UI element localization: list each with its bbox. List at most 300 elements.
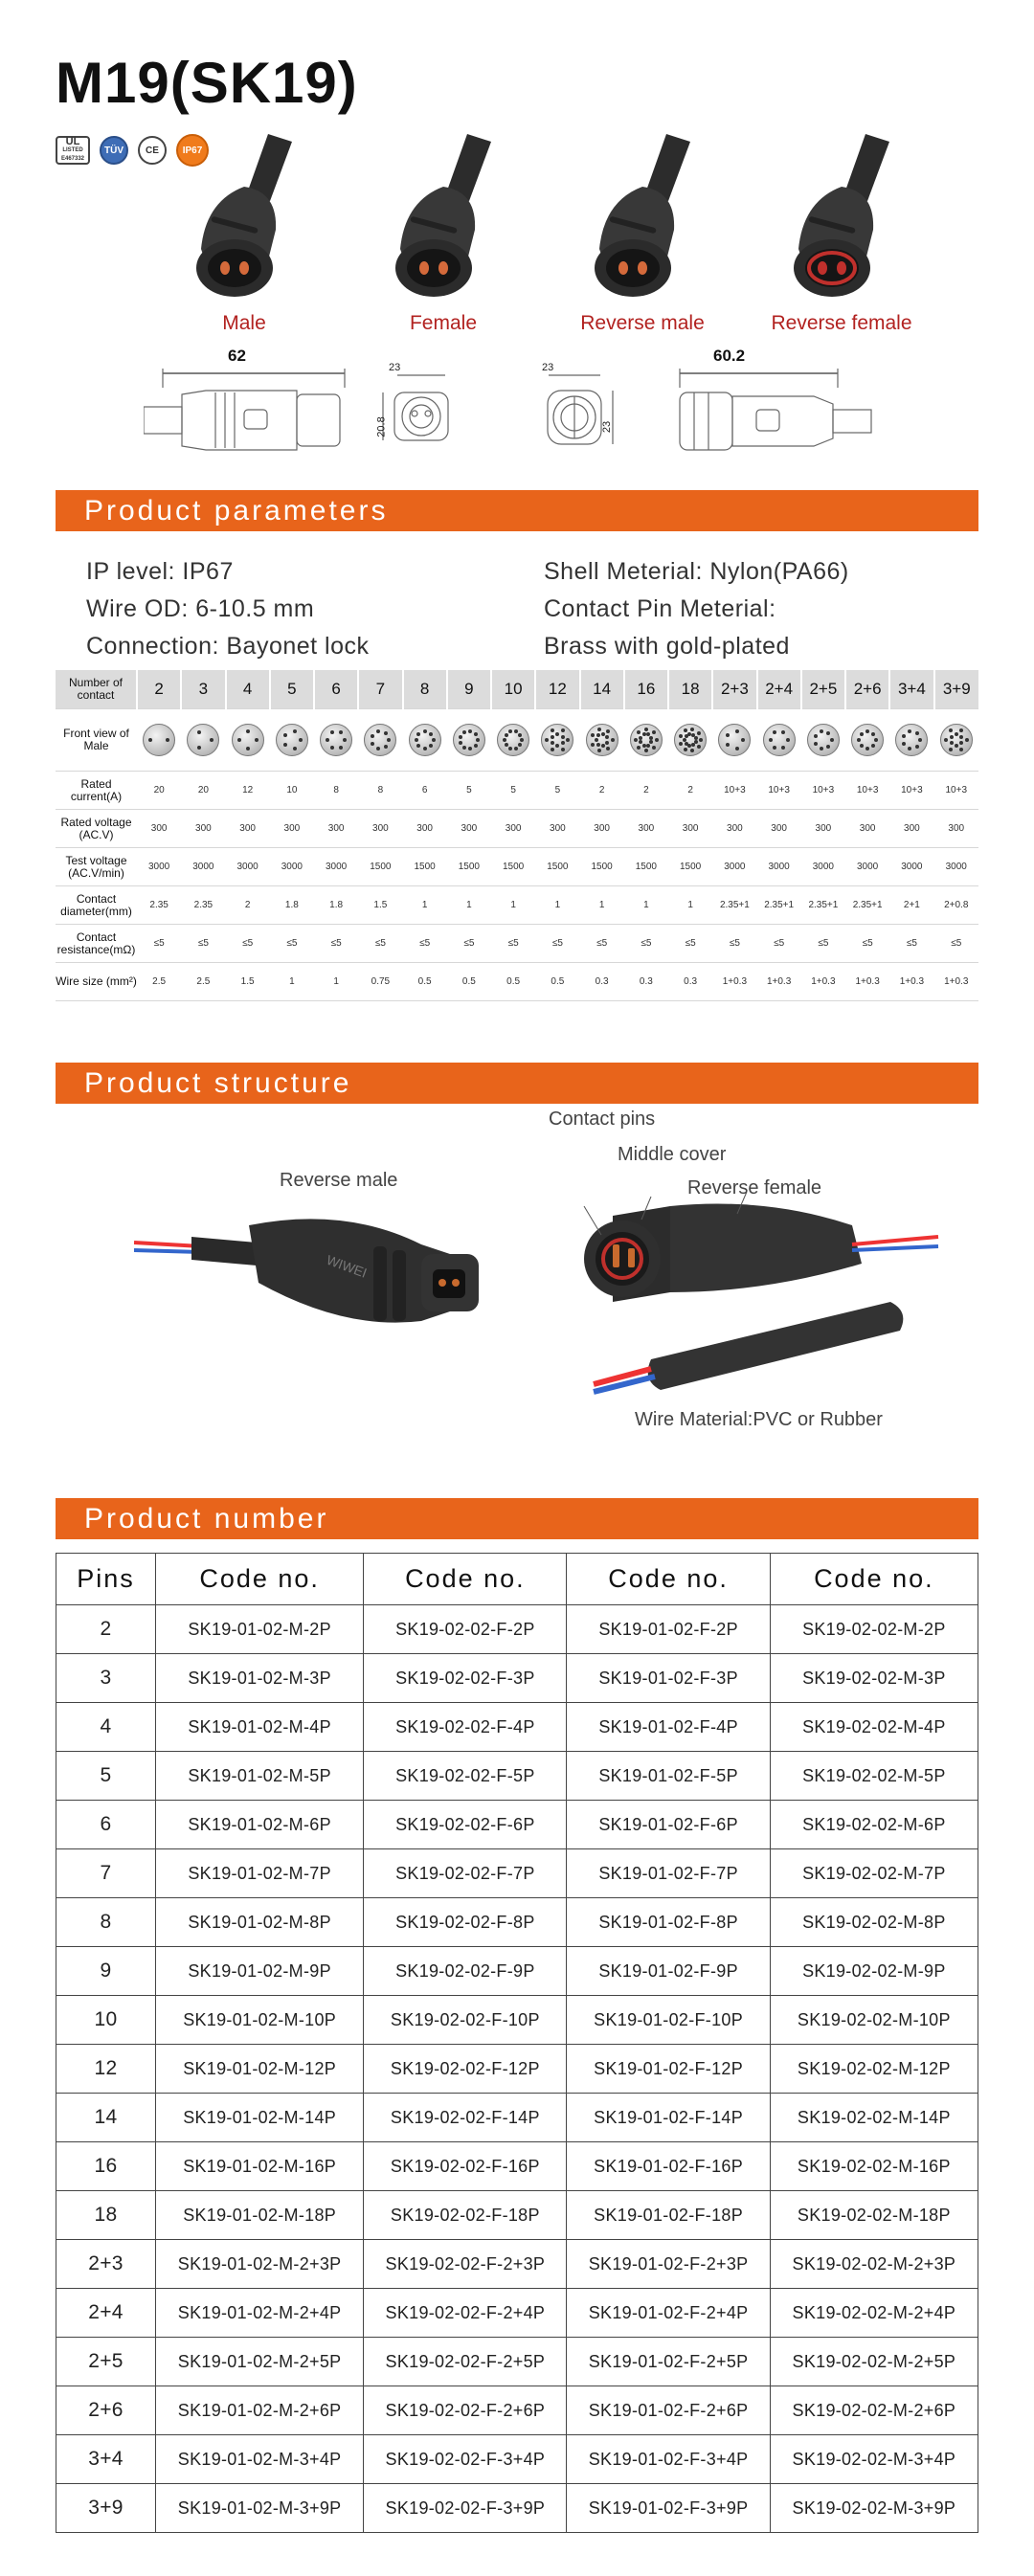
code-number-cell: SK19-01-02-M-18P [156,2191,364,2240]
code-number-cell: SK19-02-02-F-8P [364,1898,567,1947]
section-header-structure: Product structure [56,1063,978,1104]
spec-value-cell: 2.5 [181,963,225,1001]
pin-count-cell: 10 [56,1996,156,2045]
spec-value-cell: 2.35+1 [712,886,756,925]
pin-layout-icon [409,724,441,756]
dimension-drawing [144,354,967,459]
code-number-cell: SK19-01-02-M-16P [156,2142,364,2191]
pin-layout-icon [232,724,264,756]
spec-value-cell: 20 [181,772,225,810]
spec-value-cell: 10+3 [889,772,933,810]
code-number-cell: SK19-02-02-F-14P [364,2094,567,2142]
pin-layout-icon [364,724,396,756]
row-header: Contact resistance(mΩ) [56,925,137,963]
row-header: Wire size (mm²) [56,963,137,1001]
table-row [56,1996,978,2045]
spec-value-cell: 1 [270,963,314,1001]
pin-count-cell: 14 [56,2094,156,2142]
parameter-connection: Connection: Bayonet lock [86,633,370,660]
pin-layout-icon [807,724,840,756]
code-number-cell: SK19-02-02-F-6P [364,1801,567,1849]
parameters-left [86,553,370,665]
pin-count-cell: 3+4 [56,2435,156,2484]
parameter-wire-od: Wire OD: 6-10.5 mm [86,595,315,622]
spec-value-cell: ≤5 [889,925,933,963]
pin-count-cell: 6 [56,1801,156,1849]
code-number-cell: SK19-01-02-M-2+6P [156,2386,364,2435]
spec-value-cell: 0.3 [624,963,668,1001]
pin-count-cell: 3+9 [56,2484,156,2533]
contact-count-header: 9 [447,670,491,709]
spec-value-cell: 1 [535,886,579,925]
pin-layout-icon [940,724,973,756]
spec-value-cell: ≤5 [447,925,491,963]
spec-value-cell: 1500 [491,848,535,886]
section-header-number: Product number [56,1498,978,1539]
code-number-cell: SK19-01-02-F-2P [567,1605,770,1654]
spec-value-cell: 2.35 [137,886,181,925]
spec-value-cell: ≤5 [491,925,535,963]
table-row [56,1898,978,1947]
code-number-cell: SK19-01-02-M-3+9P [156,2484,364,2533]
pin-count-cell: 8 [56,1898,156,1947]
spec-value-cell: 300 [403,810,447,848]
spec-value-cell: 1 [403,886,447,925]
code-number-table [56,1553,978,2533]
code-number-cell: SK19-01-02-M-5P [156,1752,364,1801]
variant-1 [352,134,534,335]
table-row [56,2094,978,2142]
code-number-cell: SK19-02-02-F-12P [364,2045,567,2094]
pin-count-cell: 4 [56,1703,156,1752]
spec-value-cell: 3000 [314,848,358,886]
spec-value-cell: 1500 [447,848,491,886]
code-number-cell: SK19-02-02-M-4P [770,1703,978,1752]
pin-layout-icon [320,724,352,756]
spec-value-cell: 1.5 [226,963,270,1001]
code-number-cell: SK19-02-02-F-2+5P [364,2338,567,2386]
code-number-cell: SK19-02-02-M-18P [770,2191,978,2240]
table-row [56,1703,978,1752]
spec-value-cell: 0.5 [491,963,535,1001]
contact-count-header: 2+5 [801,670,845,709]
code-number-cell: SK19-02-02-M-9P [770,1947,978,1996]
pin-layout-icon [586,724,618,756]
contact-count-header: 2+3 [712,670,756,709]
reverse-male-illustration [134,1187,536,1340]
spec-value-cell: 300 [226,810,270,848]
code-number-cell: SK19-01-02-F-2+5P [567,2338,770,2386]
code-table-header: Code no. [770,1554,978,1605]
code-number-cell: SK19-01-02-M-7P [156,1849,364,1898]
contact-count-header: 4 [226,670,270,709]
code-number-cell: SK19-01-02-F-8P [567,1898,770,1947]
spec-value-cell: 3000 [712,848,756,886]
code-number-cell: SK19-01-02-M-2+3P [156,2240,364,2289]
spec-value-cell: 6 [403,772,447,810]
spec-value-cell: 300 [314,810,358,848]
pin-count-cell: 9 [56,1947,156,1996]
spec-value-cell: 0.5 [403,963,447,1001]
female-length-dimension: 60.2 [713,347,746,365]
spec-value-cell: 300 [491,810,535,848]
code-number-cell: SK19-02-02-M-16P [770,2142,978,2191]
contact-count-header: 12 [535,670,579,709]
pin-layout-icon [276,724,308,756]
spec-value-cell: 300 [137,810,181,848]
spec-value-cell: 3000 [934,848,979,886]
spec-value-cell: ≤5 [181,925,225,963]
pin-layout-icon [453,724,485,756]
code-number-cell: SK19-02-02-F-10P [364,1996,567,2045]
code-number-cell: SK19-02-02-F-2+4P [364,2289,567,2338]
spec-value-cell: 1500 [624,848,668,886]
variant-label: Female [409,312,478,334]
spec-value-cell: 2 [624,772,668,810]
code-number-cell: SK19-02-02-F-2P [364,1605,567,1654]
front-view-cell [712,709,756,772]
spec-value-cell: 1.5 [358,886,402,925]
code-number-cell: SK19-02-02-M-2P [770,1605,978,1654]
spec-value-cell: 0.5 [447,963,491,1001]
code-number-cell: SK19-02-02-F-3+4P [364,2435,567,2484]
code-number-cell: SK19-01-02-F-10P [567,1996,770,2045]
spec-value-cell: 2+1 [889,886,933,925]
female-face-height-dimension: 23 [601,420,614,434]
code-number-cell: SK19-01-02-F-3+4P [567,2435,770,2484]
spec-value-cell: ≤5 [535,925,579,963]
code-number-cell: SK19-01-02-F-4P [567,1703,770,1752]
contact-count-header: 2 [137,670,181,709]
spec-value-cell: 3000 [270,848,314,886]
spec-value-cell: 0.3 [668,963,712,1001]
code-number-cell: SK19-01-02-M-8P [156,1898,364,1947]
spec-value-cell: 300 [712,810,756,848]
code-number-cell: SK19-01-02-M-14P [156,2094,364,2142]
spec-value-cell: ≤5 [137,925,181,963]
pin-layout-icon [187,724,219,756]
table-row [56,2191,978,2240]
spec-value-cell: 1 [668,886,712,925]
spec-value-cell: 1500 [580,848,624,886]
reverse-female-illustration [574,1168,977,1417]
spec-value-cell: 0.3 [580,963,624,1001]
spec-value-cell: 0.5 [535,963,579,1001]
contact-count-header: 6 [314,670,358,709]
code-number-cell: SK19-01-02-F-3+9P [567,2484,770,2533]
parameter-contact-pin-material: Contact Pin Meterial: [544,595,776,622]
ul-listed-icon: UL LISTED E467332 [56,136,90,165]
code-number-cell: SK19-02-02-F-9P [364,1947,567,1996]
female-face-width-dimension: 23 [542,362,554,373]
parameters-right [544,553,849,665]
spec-value-cell: ≤5 [845,925,889,963]
spec-value-cell: ≤5 [712,925,756,963]
row-header: Test voltage (AC.V/min) [56,848,137,886]
spec-value-cell: ≤5 [226,925,270,963]
code-number-cell: SK19-02-02-M-7P [770,1849,978,1898]
spec-value-cell: ≤5 [624,925,668,963]
spec-value-cell: ≤5 [358,925,402,963]
code-number-cell: SK19-02-02-F-7P [364,1849,567,1898]
spec-value-cell: 10+3 [845,772,889,810]
spec-value-cell: 1 [314,963,358,1001]
pin-count-cell: 12 [56,2045,156,2094]
spec-value-cell: ≤5 [934,925,979,963]
parameter-shell-material: Shell Meterial: Nylon(PA66) [544,558,849,585]
contact-count-header: 3+4 [889,670,933,709]
contact-count-header: 18 [668,670,712,709]
spec-value-cell: 300 [535,810,579,848]
spec-value-cell: 10+3 [801,772,845,810]
code-number-cell: SK19-02-02-F-2+3P [364,2240,567,2289]
variant-label: Reverse female [771,312,912,334]
spec-value-cell: 1500 [535,848,579,886]
variant-3 [751,134,933,335]
variant-label: Reverse male [580,312,705,334]
body-imprint: WIWEI [324,1251,370,1281]
spec-value-cell: 300 [845,810,889,848]
code-number-cell: SK19-01-02-M-4P [156,1703,364,1752]
code-number-cell: SK19-01-02-M-9P [156,1947,364,1996]
spec-value-cell: 2 [668,772,712,810]
female-front-drawing [548,375,613,444]
front-view-cell [757,709,801,772]
spec-value-cell: 1.8 [270,886,314,925]
spec-value-cell: 10+3 [712,772,756,810]
front-view-cell [270,709,314,772]
code-number-cell: SK19-01-02-F-9P [567,1947,770,1996]
code-number-cell: SK19-01-02-F-2+4P [567,2289,770,2338]
pin-count-cell: 3 [56,1654,156,1703]
connector-photo [760,134,923,306]
spec-value-cell: 2+0.8 [934,886,979,925]
label-wire-material: Wire Material:PVC or Rubber [635,1409,883,1430]
front-view-cell [535,709,579,772]
table-row [56,1801,978,1849]
code-number-cell: SK19-02-02-M-12P [770,2045,978,2094]
variant-2 [551,134,733,335]
male-side-drawing [144,369,345,450]
connector-photo [163,134,326,306]
spec-value-cell: 1 [580,886,624,925]
code-table-header: Code no. [156,1554,364,1605]
front-view-cell [181,709,225,772]
front-view-cell [491,709,535,772]
spec-value-cell: 10+3 [757,772,801,810]
label-middle-cover: Middle cover [618,1144,727,1165]
code-number-cell: SK19-02-02-F-16P [364,2142,567,2191]
pin-layout-icon [763,724,796,756]
code-number-cell: SK19-01-02-M-2P [156,1605,364,1654]
pin-layout-icon [674,724,707,756]
front-view-cell [358,709,402,772]
contact-count-header: 2+4 [757,670,801,709]
row-header-front-view: Front view of Male [56,709,137,772]
male-face-width-dimension: 23 [389,362,401,373]
front-view-cell [403,709,447,772]
contact-count-header: 7 [358,670,402,709]
front-view-cell [314,709,358,772]
code-number-cell: SK19-02-02-F-5P [364,1752,567,1801]
spec-value-cell: 300 [934,810,979,848]
front-view-cell [889,709,933,772]
code-number-cell: SK19-01-02-M-3P [156,1654,364,1703]
front-view-cell [801,709,845,772]
variant-0 [153,134,335,335]
table-row [56,2289,978,2338]
spec-value-cell: 1.8 [314,886,358,925]
row-header: Contact diameter(mm) [56,886,137,925]
code-number-cell: SK19-01-02-M-3+4P [156,2435,364,2484]
spec-value-cell: 3000 [757,848,801,886]
spec-value-cell: 1 [491,886,535,925]
table-row [56,2386,978,2435]
spec-value-cell: 2 [226,886,270,925]
code-number-cell: SK19-01-02-M-10P [156,1996,364,2045]
spec-value-cell: 5 [535,772,579,810]
table-row [56,2484,978,2533]
code-number-cell: SK19-01-02-F-16P [567,2142,770,2191]
label-reverse-female: Reverse female [687,1177,822,1198]
spec-value-cell: 10 [270,772,314,810]
code-number-cell: SK19-02-02-M-10P [770,1996,978,2045]
spec-value-cell: ≤5 [403,925,447,963]
spec-value-cell: 1+0.3 [889,963,933,1001]
spec-value-cell: 1+0.3 [712,963,756,1001]
pin-count-cell: 5 [56,1752,156,1801]
spec-value-cell: 0.75 [358,963,402,1001]
code-table-header: Pins [56,1554,156,1605]
contact-count-header: 5 [270,670,314,709]
spec-value-cell: 8 [358,772,402,810]
pin-count-cell: 2+4 [56,2289,156,2338]
spec-value-cell: 3000 [226,848,270,886]
parameter-plating: Brass with gold-plated [544,633,790,660]
code-number-cell: SK19-01-02-M-6P [156,1801,364,1849]
spec-value-cell: 1500 [403,848,447,886]
spec-value-cell: 300 [580,810,624,848]
code-number-cell: SK19-02-02-M-2+6P [770,2386,978,2435]
code-table-header-row [56,1554,978,1605]
code-number-cell: SK19-01-02-M-2+5P [156,2338,364,2386]
pin-layout-icon [718,724,751,756]
page-title: M19(SK19) [56,51,358,115]
male-length-dimension: 62 [228,347,246,365]
table-row [56,1849,978,1898]
code-number-cell: SK19-01-02-F-18P [567,2191,770,2240]
spec-value-cell: 3000 [845,848,889,886]
spec-value-cell: 300 [447,810,491,848]
front-view-cell [845,709,889,772]
code-number-cell: SK19-01-02-M-12P [156,2045,364,2094]
spec-value-cell: 300 [270,810,314,848]
spec-value-cell: ≤5 [757,925,801,963]
code-table-header: Code no. [567,1554,770,1605]
table-row [56,1947,978,1996]
spec-value-cell: 2.35 [181,886,225,925]
code-number-cell: SK19-02-02-F-2+6P [364,2386,567,2435]
connector-photo [561,134,724,306]
row-header: Rated current(A) [56,772,137,810]
spec-value-cell: 2.35+1 [757,886,801,925]
variant-label: Male [222,312,266,334]
table-row [56,2435,978,2484]
pin-count-cell: 16 [56,2142,156,2191]
parameter-ip-level: IP level: IP67 [86,558,234,585]
front-view-cell [447,709,491,772]
spec-value-cell: 1+0.3 [934,963,979,1001]
contact-count-header: 2+6 [845,670,889,709]
spec-value-cell: 300 [801,810,845,848]
code-number-cell: SK19-02-02-M-2+5P [770,2338,978,2386]
ce-icon: CE [138,136,167,165]
spec-value-cell: 3000 [137,848,181,886]
code-number-cell: SK19-02-02-F-18P [364,2191,567,2240]
spec-value-cell: ≤5 [580,925,624,963]
spec-value-cell: 300 [358,810,402,848]
pin-layout-icon [630,724,663,756]
front-view-cell [668,709,712,772]
male-face-height-dimension: 20.8 [375,416,388,437]
code-number-cell: SK19-02-02-M-3+9P [770,2484,978,2533]
code-number-cell: SK19-02-02-M-2+3P [770,2240,978,2289]
table-row [56,2045,978,2094]
table-row [56,1752,978,1801]
table-row [56,1654,978,1703]
contact-count-header: 14 [580,670,624,709]
front-view-cell [934,709,979,772]
code-number-cell: SK19-02-02-F-3P [364,1654,567,1703]
spec-value-cell: 1500 [358,848,402,886]
table-row [56,1605,978,1654]
code-table-header: Code no. [364,1554,567,1605]
spec-value-cell: ≤5 [801,925,845,963]
spec-value-cell: 2 [580,772,624,810]
front-view-cell [137,709,181,772]
row-header-number-of-contact: Number of contact [56,670,137,709]
pin-count-cell: 18 [56,2191,156,2240]
spec-value-cell: 8 [314,772,358,810]
female-side-drawing [680,369,871,450]
pin-layout-icon [143,724,175,756]
spec-value-cell: 2.35+1 [801,886,845,925]
spec-value-cell: 1 [624,886,668,925]
front-view-cell [624,709,668,772]
spec-value-cell: 1+0.3 [801,963,845,1001]
code-number-cell: SK19-01-02-F-7P [567,1849,770,1898]
front-view-cell [580,709,624,772]
table-row [56,2142,978,2191]
pin-count-cell: 2+6 [56,2386,156,2435]
code-number-cell: SK19-01-02-F-3P [567,1654,770,1703]
table-row [56,2338,978,2386]
pin-layout-icon [895,724,928,756]
pin-count-cell: 2+3 [56,2240,156,2289]
pin-layout-icon [541,724,573,756]
ip67-badge-icon: IP67 [176,134,209,167]
code-number-cell: SK19-01-02-M-2+4P [156,2289,364,2338]
code-number-cell: SK19-02-02-M-5P [770,1752,978,1801]
spec-value-cell: 3000 [889,848,933,886]
code-number-cell: SK19-01-02-F-6P [567,1801,770,1849]
contact-count-header: 10 [491,670,535,709]
contact-count-header: 3 [181,670,225,709]
spec-value-cell: 3000 [801,848,845,886]
code-number-cell: SK19-02-02-F-4P [364,1703,567,1752]
code-number-cell: SK19-02-02-M-6P [770,1801,978,1849]
code-number-cell: SK19-01-02-F-5P [567,1752,770,1801]
